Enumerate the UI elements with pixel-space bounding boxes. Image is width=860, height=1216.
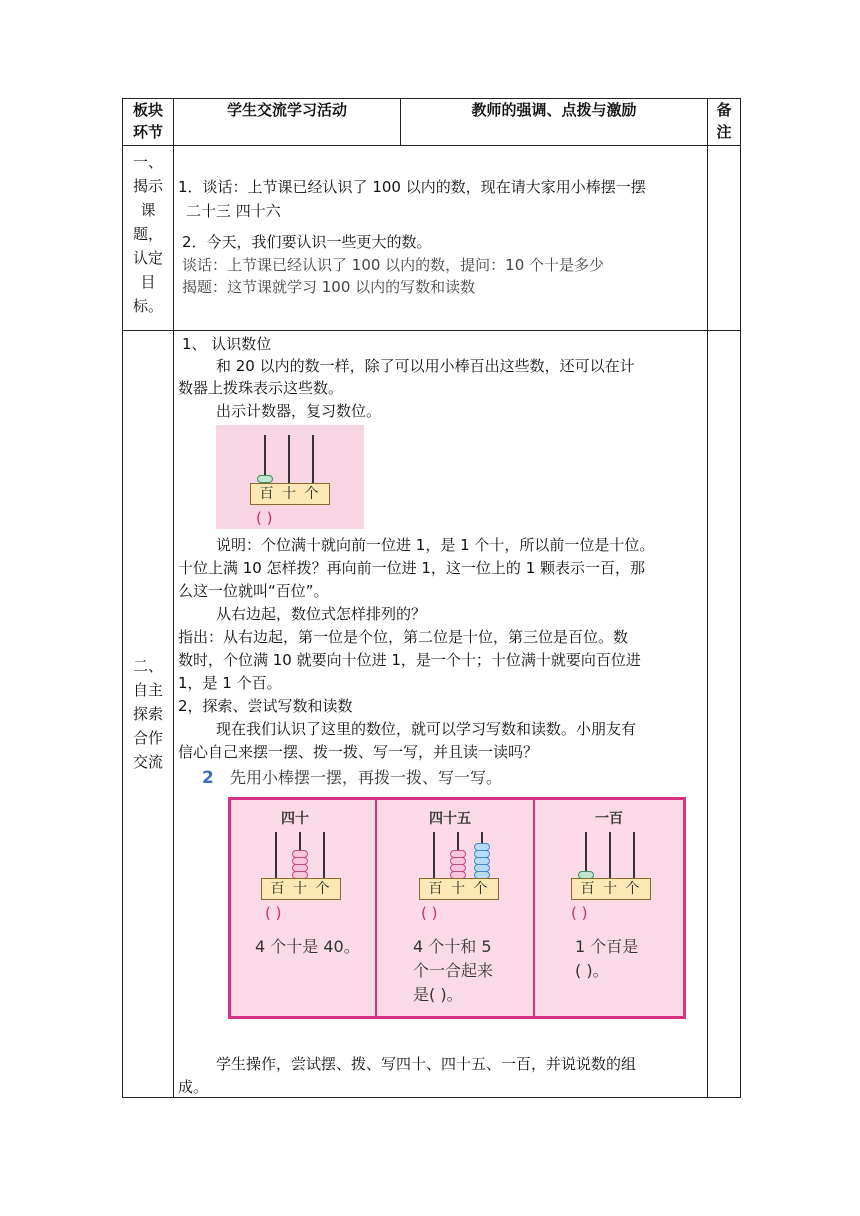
- abacus-rod-ones: [323, 832, 325, 880]
- section2-row: [123, 331, 741, 1098]
- header-section-line2: 环节: [132, 123, 163, 141]
- section2-p1-title: 1、 认识数位: [182, 335, 272, 353]
- section1-label-line: 一、: [132, 153, 163, 171]
- abacus-place-board: 百 十 个: [250, 483, 330, 505]
- abacus-answer-blank: ( ): [256, 509, 273, 527]
- header-section-line1: 板块: [132, 101, 163, 119]
- section2-p2-line2: 十位上满 10 怎样拨？再向前一位进 1，这一位上的 1 颗表示一百，那: [178, 559, 646, 577]
- abacus-rod-ones: [633, 832, 635, 880]
- section2-p1-line2: 数器上拨珠表示这些数。: [178, 379, 344, 397]
- section1-label-line: 标。: [132, 297, 163, 315]
- section2-label-line: 自主: [132, 681, 163, 699]
- panel-caption: 个一合起来: [413, 961, 494, 980]
- exercise-frame: [228, 797, 686, 1019]
- section1-line-4: 谈话：上节课已经认识了 100 以内的数，提问：10 个十是多少: [182, 256, 605, 274]
- panel-forty-five: [377, 800, 533, 1016]
- header-cell-notes: [708, 99, 741, 146]
- panel-forty: [231, 800, 375, 1016]
- exercise-number: 2: [202, 768, 214, 788]
- panel-caption: 4 个十是 40。: [255, 937, 360, 956]
- abacus-bead: [257, 475, 273, 483]
- section1-label-line: 认定: [132, 249, 163, 267]
- section1-line-2: 二十三 四十六: [186, 202, 281, 220]
- abacus-place-board: 百 十 个: [261, 878, 341, 900]
- header-notes-line1: 备: [716, 101, 732, 119]
- section1-row: [123, 146, 741, 331]
- header-cell-section: [123, 99, 174, 146]
- panel-caption: 1 个百是: [575, 937, 639, 956]
- panel-title: 四十五: [429, 811, 471, 827]
- section1-content: [174, 146, 708, 331]
- section2-p2-line6: 数时，个位满 10 就要向十位进 1，是一个十；十位满十就要向百位进: [178, 651, 641, 669]
- section2-p3-line1: 现在我们认识了这里的数位，就可以学习写数和读数。小朋友有: [216, 720, 637, 738]
- panel-one-hundred: [535, 800, 683, 1016]
- section1-line-1: 1．谈话：上节课已经认识了 100 以内的数，现在请大家用小棒摆一摆: [178, 178, 646, 196]
- abacus-place-board: 百 十 个: [571, 878, 651, 900]
- lesson-plan-table: [122, 98, 741, 1098]
- abacus-rod-hundreds: [433, 832, 435, 880]
- section2-p1-line3: 出示计数器，复习数位。: [216, 402, 382, 420]
- section2-p2-line5: 指出：从右边起，第一位是个位，第二位是十位，第三位是百位。数: [178, 628, 629, 646]
- exercise-title: 先用小棒摆一摆，再拨一拨、写一写。: [230, 768, 503, 787]
- section1-line-3: 2．今天，我们要认识一些更大的数。: [182, 233, 432, 251]
- panel-caption: ( )。: [575, 961, 609, 980]
- section1-label-line: 目: [140, 273, 156, 291]
- section1-label-line: 揭示: [132, 177, 163, 195]
- section2-p2-line3: 么这一位就叫“百位”。: [178, 582, 329, 600]
- panel-title: 四十: [281, 811, 309, 827]
- header-notes-line2: 注: [716, 123, 732, 141]
- answer-blank: ( ): [265, 904, 282, 922]
- abacus-rod-hundreds: [275, 832, 277, 880]
- header-cell-student-activity: 学生交流学习活动: [174, 99, 401, 146]
- abacus-rod-tens: [609, 832, 611, 880]
- section2-p1-line1: 和 20 以内的数一样，除了可以用小棒百出这些数，还可以在计: [216, 357, 635, 375]
- answer-blank: ( ): [571, 904, 588, 922]
- section2-label-line: 合作: [132, 729, 163, 747]
- section2-p3-line2: 信心自己来摆一摆、拨一拨、写一写，并且读一读吗？: [178, 743, 539, 761]
- section2-p3-title: 2，探索、尝试写数和读数: [178, 697, 353, 715]
- section2-p2-line4: 从右边起，数位式怎样排列的？: [216, 605, 427, 623]
- section2-content: [174, 331, 708, 1098]
- section2-label-line: 探索: [132, 705, 163, 723]
- section2-p4-line1: 学生操作，尝试摆、拨、写四十、四十五、一百，并说说数的组: [216, 1055, 637, 1073]
- section2-label-line: 交流: [132, 753, 163, 771]
- answer-blank: ( ): [421, 904, 438, 922]
- section2-p4-line2: 成。: [178, 1078, 209, 1096]
- panel-title: 一百: [595, 811, 623, 827]
- table-header-row: [123, 99, 741, 146]
- section2-label: [123, 331, 174, 1098]
- panel-caption: 是( )。: [413, 985, 463, 1004]
- section2-label-line: 二、: [132, 657, 163, 675]
- section1-line-5: 揭题：这节课就学习 100 以内的写数和读数: [182, 278, 476, 296]
- section2-p2-line1: 说明：个位满十就向前一位进 1，是 1 个十，所以前一位是十位。: [216, 536, 655, 554]
- section2-notes: [708, 331, 741, 1098]
- section1-label: [123, 146, 174, 331]
- section1-label-line: 题，: [132, 225, 163, 243]
- abacus-rod-tens: [288, 435, 290, 483]
- section2-p2-line7: 1，是 1 个百。: [178, 674, 282, 692]
- header-cell-teacher-guidance: 教师的强调、点拨与激励: [401, 99, 708, 146]
- section1-label-line: 课: [140, 201, 156, 219]
- abacus-place-board: 百 十 个: [419, 878, 499, 900]
- section1-notes: [708, 146, 741, 331]
- panel-caption: 4 个十和 5: [413, 937, 492, 956]
- abacus-illustration: [216, 425, 364, 529]
- abacus-rod-ones: [312, 435, 314, 483]
